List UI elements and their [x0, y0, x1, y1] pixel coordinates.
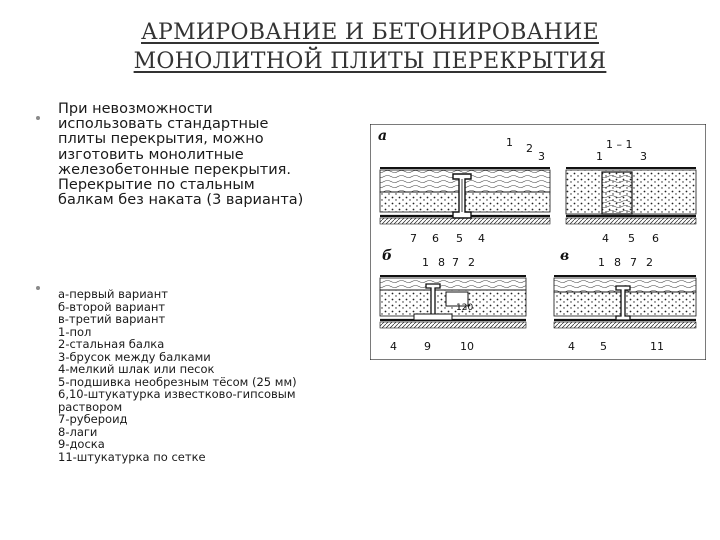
legend-item: в-третий вариант — [58, 312, 166, 326]
slide-title-line-2: МОНОЛИТНОЙ ПЛИТЫ ПЕРЕКРЫТИЯ — [133, 49, 607, 74]
callout-number: 5 — [628, 232, 635, 245]
callout-number: 3 — [538, 150, 545, 163]
callout-number: 9 — [424, 340, 431, 353]
legend-list — [58, 288, 388, 463]
dimension-label: 120 — [456, 303, 474, 313]
callout-number: 5 — [456, 232, 463, 245]
callout-number: 3 — [640, 150, 647, 163]
legend-item: 6,10-штукатурка известково-гипсовым — [58, 387, 296, 401]
callout-number: 7 — [410, 232, 417, 245]
floor-construction-drawing — [370, 124, 706, 360]
callout-number: 6 — [652, 232, 659, 245]
bullet-marker — [36, 116, 40, 120]
legend-item: 3-брусок между балками — [58, 349, 211, 364]
slide-title-line-1: АРМИРОВАНИЕ И БЕТОНИРОВАНИЕ — [141, 20, 599, 45]
legend-item: 1-пол — [58, 324, 92, 339]
callout-number: 6 — [432, 232, 439, 245]
legend-item: 2-стальная балка — [58, 337, 165, 351]
slide-title — [70, 18, 670, 76]
callout-number: 4 — [568, 340, 575, 353]
callout-number: 2 — [646, 256, 653, 269]
callout-number: 4 — [390, 340, 397, 353]
section-label: 1 – 1 — [606, 138, 633, 151]
callout-number: 8 — [438, 256, 445, 269]
legend-item: раствором — [58, 399, 123, 414]
callout-number: 4 — [602, 232, 609, 245]
floor-construction-figure — [370, 124, 706, 360]
panel-b-drawing — [380, 276, 526, 328]
legend-item: 5-подшивка необрезным тёсом (25 мм) — [58, 374, 297, 389]
callout-number: 1 — [506, 136, 513, 149]
legend-item: 4-мелкий шлак или песок — [58, 362, 215, 376]
callout-number: 2 — [526, 142, 533, 155]
legend-item: 8-лаги — [58, 424, 98, 439]
callout-number: 4 — [478, 232, 485, 245]
callout-number: 1 — [596, 150, 603, 163]
callout-number: 11 — [650, 340, 664, 353]
callout-number: 7 — [630, 256, 637, 269]
callout-number: 5 — [600, 340, 607, 353]
panel-a-drawing — [380, 168, 550, 224]
legend-item: 7-рубероид — [58, 412, 128, 426]
callout-number: 10 — [460, 340, 474, 353]
panel-b-label: б — [382, 248, 393, 264]
callout-number: 2 — [468, 256, 475, 269]
intro-paragraph: При невозможности использовать стандартные плиты перекрытия, можно изготовить монолитные железобетонные перекрытия. Перекрытие по стальным балкам без наката (3 варианта) — [58, 101, 304, 209]
section-1-1-drawing — [566, 168, 696, 224]
panel-a-label: а — [378, 128, 388, 144]
callout-number: 7 — [452, 256, 459, 269]
callout-number: 1 — [598, 256, 605, 269]
callout-number: 1 — [422, 256, 429, 269]
legend-item: а-первый вариант — [58, 287, 168, 301]
bullet-marker — [36, 286, 40, 290]
legend-item: 9-доска — [58, 437, 105, 451]
callout-number: 8 — [614, 256, 621, 269]
panel-c-label: в — [560, 248, 570, 264]
panel-c-drawing — [554, 276, 696, 328]
legend-item: 11-штукатурка по сетке — [58, 449, 206, 464]
legend-item: б-второй вариант — [58, 299, 166, 314]
